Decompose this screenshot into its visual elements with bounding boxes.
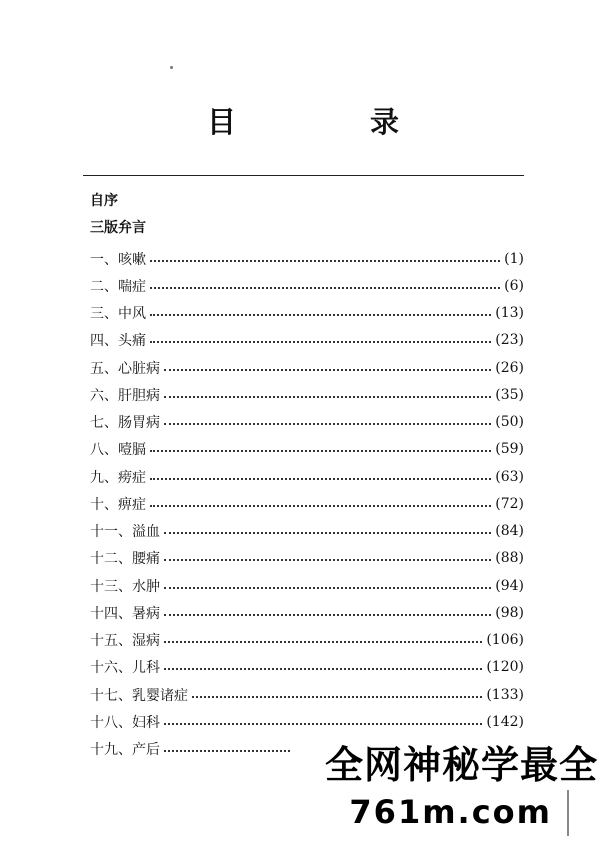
toc-entry-page: (106)	[486, 632, 524, 649]
toc-leader-dots	[164, 559, 491, 561]
toc-entry-title: 二、喘症	[90, 278, 146, 295]
toc-entry	[90, 245, 524, 272]
toc-entry-page: (13)	[495, 305, 524, 322]
toc-leader-dots	[164, 641, 482, 643]
toc-entry-title: 十六、儿科	[90, 660, 160, 677]
toc-leader-dots	[164, 614, 491, 616]
toc-leader-dots	[150, 260, 500, 262]
toc-entry	[90, 681, 524, 708]
scan-speck	[170, 66, 173, 69]
toc-leader-dots	[150, 478, 491, 480]
toc-entry-title: 八、噎膈	[90, 442, 146, 459]
toc-leader-dots	[164, 396, 491, 398]
toc-entry-title: 十四、暑病	[90, 605, 160, 622]
toc-entry-page: (50)	[495, 414, 524, 431]
toc-leader-dots	[150, 341, 491, 343]
toc-entry-page: (72)	[495, 495, 524, 512]
toc-entry	[90, 381, 524, 408]
toc-entry-page: (84)	[495, 523, 524, 540]
toc-entry-title: 十八、妇科	[90, 714, 160, 731]
toc-entry-title: 十、痹症	[90, 496, 146, 513]
toc-entry-page: (63)	[495, 468, 524, 485]
toc-entry	[90, 654, 524, 681]
toc-entry	[90, 572, 524, 599]
scan-edge-mark	[567, 790, 569, 836]
toc-entry-title: 十五、湿病	[90, 633, 160, 650]
toc-entry-page: (59)	[495, 441, 524, 458]
toc-leader-dots	[192, 696, 482, 698]
toc-entry-page: (98)	[495, 604, 524, 621]
toc-entry	[90, 436, 524, 463]
toc-entry-page: (120)	[486, 659, 524, 676]
toc-entry-page: (23)	[495, 332, 524, 349]
toc-leader-dots	[164, 668, 482, 670]
front-matter-third-edition-foreword: 三版弁言	[90, 220, 146, 236]
toc-entry	[90, 272, 524, 299]
toc-entry-title: 六、肝胆病	[90, 387, 160, 404]
toc-entry-page: (142)	[486, 713, 524, 730]
toc-leader-dots	[150, 450, 491, 452]
toc-entry-title: 十一、溢血	[90, 524, 160, 541]
toc-leader-dots	[164, 750, 290, 752]
toc-entry-title: 十二、腰痛	[90, 551, 160, 568]
toc-entry-page: (26)	[495, 359, 524, 376]
toc-entry-page: (94)	[495, 577, 524, 594]
toc-entry	[90, 599, 524, 626]
toc-entry	[90, 627, 524, 654]
toc-leader-dots	[164, 423, 491, 425]
toc-entry-page: (6)	[504, 277, 524, 294]
toc-entry-page: (35)	[495, 386, 524, 403]
toc-entry-title: 十七、乳婴诸症	[90, 687, 188, 704]
toc-entry-title: 三、中风	[90, 306, 146, 323]
toc-list	[90, 245, 524, 763]
toc-leader-dots	[150, 287, 500, 289]
toc-entry-page: (1)	[504, 250, 524, 267]
toc-leader-dots	[164, 587, 491, 589]
toc-entry-title: 四、头痛	[90, 333, 146, 350]
toc-entry	[90, 708, 524, 735]
site-watermark	[298, 742, 598, 832]
toc-leader-dots	[164, 532, 491, 534]
toc-entry-title: 十九、产后	[90, 742, 160, 759]
toc-leader-dots	[164, 369, 491, 371]
toc-entry	[90, 409, 524, 436]
toc-entry	[90, 354, 524, 381]
toc-entry-title: 五、心脏病	[90, 360, 160, 377]
toc-entry	[90, 518, 524, 545]
toc-entry	[90, 300, 524, 327]
toc-entry-title: 十三、水肿	[90, 578, 160, 595]
toc-entry-title: 九、痨症	[90, 469, 146, 486]
front-matter-preface: 自序	[90, 193, 118, 209]
toc-entry	[90, 327, 524, 354]
page-title: 目 录	[206, 105, 462, 139]
toc-entry-title: 一、咳嗽	[90, 251, 146, 268]
toc-leader-dots	[150, 505, 491, 507]
toc-leader-dots	[164, 723, 482, 725]
watermark-domain: 761m.com	[349, 793, 552, 831]
toc-entry	[90, 490, 524, 517]
toc-entry-title: 七、肠胃病	[90, 415, 160, 432]
header-divider	[83, 175, 524, 176]
toc-entry-page: (133)	[486, 686, 524, 703]
watermark-slogan: 全网神秘学最全	[324, 743, 598, 787]
toc-entry	[90, 463, 524, 490]
toc-entry-page: (88)	[495, 550, 524, 567]
toc-leader-dots	[150, 314, 491, 316]
toc-entry	[90, 545, 524, 572]
